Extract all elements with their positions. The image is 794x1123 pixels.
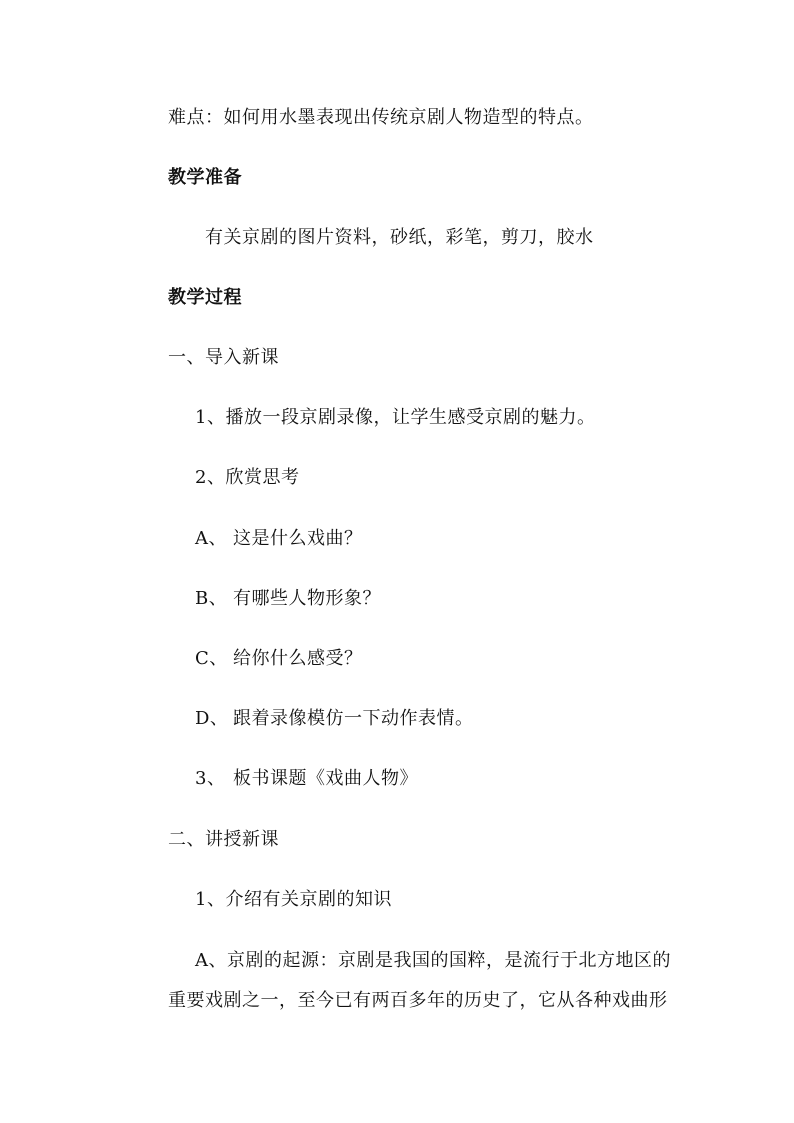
prep-text: 有关京剧的图片资料，砂纸，彩笔，剪刀，胶水 xyxy=(205,227,594,248)
difficulty-line: 难点：如何用水墨表现出传统京剧人物造型的特点。 xyxy=(168,107,594,128)
question-a xyxy=(195,527,363,551)
question-text: 跟着录像模仿一下动作表情。 xyxy=(233,708,474,729)
section1-item-3 xyxy=(195,767,418,791)
section1-item-1: 1、播放一段京剧录像，让学生感受京剧的魅力。 xyxy=(195,407,596,428)
question-d xyxy=(195,707,474,731)
question-marker: D、 xyxy=(195,708,229,729)
process-heading: 教学过程 xyxy=(168,287,242,308)
section2-item-1: 1、介绍有关京剧的知识 xyxy=(195,889,392,910)
question-marker: C、 xyxy=(195,648,228,669)
question-text: 这是什么戏曲？ xyxy=(233,528,363,549)
section1-item-2: 2、欣赏思考 xyxy=(195,467,300,488)
paragraph-line-1: A、京剧的起源：京剧是我国的国粹，是流行于北方地区的 xyxy=(195,950,671,971)
paragraph-line-2: 重要戏剧之一，至今已有两百多年的历史了，它从各种戏曲形 xyxy=(168,990,668,1011)
question-text: 有哪些人物形象？ xyxy=(233,588,381,609)
question-text: 给你什么感受？ xyxy=(233,648,363,669)
section2-heading: 二、讲授新课 xyxy=(168,829,279,850)
prep-heading: 教学准备 xyxy=(168,167,242,188)
question-c xyxy=(195,647,363,671)
section1-heading: 一、导入新课 xyxy=(168,347,279,368)
question-marker: B、 xyxy=(195,588,228,609)
question-marker: A、 xyxy=(195,528,227,549)
question-b xyxy=(195,587,381,611)
item-marker: 3、 xyxy=(195,768,226,789)
item-text: 板书课题《戏曲人物》 xyxy=(233,768,418,789)
